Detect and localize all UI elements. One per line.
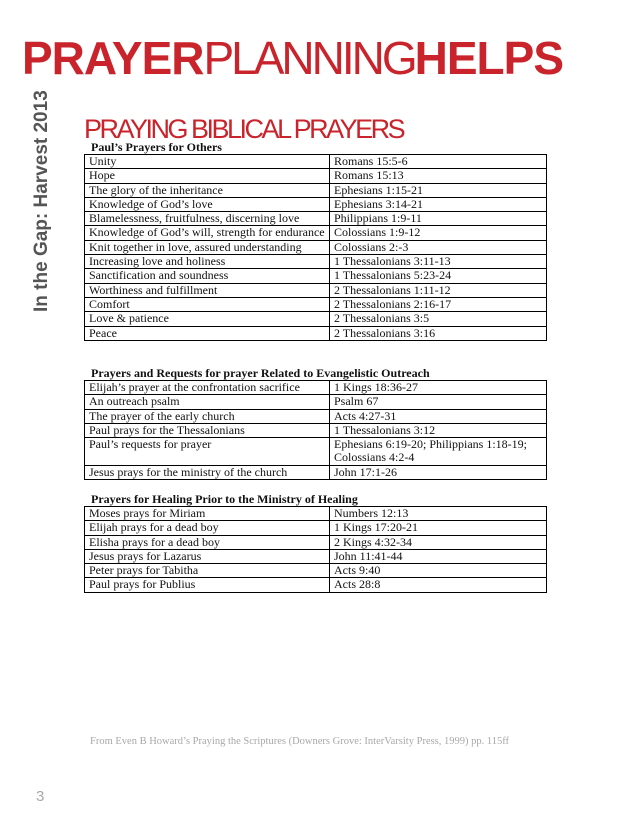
sidebar-vertical-title: In the Gap: Harvest 2013 [31, 90, 52, 312]
topic-cell: Peter prays for Tabitha [85, 564, 330, 578]
table-body [85, 155, 547, 341]
reference-cell: 2 Kings 4:32-34 [330, 535, 547, 549]
section-title: Prayers and Requests for prayer Related to Evangelistic Outreach [91, 366, 430, 380]
topic-cell: Jesus prays for Lazarus [85, 549, 330, 563]
header-prayer: PRAYER [22, 32, 204, 84]
table-row [85, 381, 547, 395]
reference-cell: Romans 15:5-6 [330, 155, 547, 169]
table-row [85, 169, 547, 183]
reference-cell: Colossians 1:9-12 [330, 226, 547, 240]
table-body [85, 381, 547, 480]
topic-cell: Moses prays for Miriam [85, 507, 330, 521]
section-evangelistic-outreach [84, 366, 536, 480]
table-row [85, 197, 547, 211]
topic-cell: Knit together in love, assured understanding [85, 240, 330, 254]
topic-cell: The prayer of the early church [85, 409, 330, 423]
reference-cell: 2 Thessalonians 1:11-12 [330, 283, 547, 297]
topic-cell: Comfort [85, 297, 330, 311]
reference-cell: Acts 4:27-31 [330, 409, 547, 423]
section-title: Prayers for Healing Prior to the Ministry of Healing [91, 492, 358, 506]
reference-cell: 1 Thessalonians 3:12 [330, 423, 547, 437]
footer-citation: From Even B Howard’s Praying the Scriptures (Downers Grove: InterVarsity Press, 1999) pp. 115ff [90, 736, 510, 747]
topic-cell: Sanctification and soundness [85, 269, 330, 283]
table-row [85, 269, 547, 283]
reference-cell: 1 Kings 17:20-21 [330, 521, 547, 535]
topic-cell: Paul prays for the Thessalonians [85, 423, 330, 437]
topic-cell: Worthiness and fulfillment [85, 283, 330, 297]
topic-cell: Elisha prays for a dead boy [85, 535, 330, 549]
topic-cell: Love & patience [85, 312, 330, 326]
table-row [85, 521, 547, 535]
topic-cell: Jesus prays for the ministry of the church [85, 465, 330, 479]
table-row [85, 465, 547, 479]
header-planning: PLANNING [203, 32, 415, 84]
reference-cell: Philippians 1:9-11 [330, 212, 547, 226]
section-healing-prayers [84, 492, 536, 593]
reference-cell: 1 Kings 18:36-27 [330, 381, 547, 395]
reference-cell: Romans 15:13 [330, 169, 547, 183]
reference-cell: 2 Thessalonians 2:16-17 [330, 297, 547, 311]
reference-cell: Ephesians 3:14-21 [330, 197, 547, 211]
table-row [85, 507, 547, 521]
table-row [85, 255, 547, 269]
table-row [85, 564, 547, 578]
prayers-table [84, 506, 547, 593]
topic-cell: An outreach psalm [85, 395, 330, 409]
topic-cell: The glory of the inheritance [85, 183, 330, 197]
reference-cell: Colossians 2:-3 [330, 240, 547, 254]
table-row [85, 155, 547, 169]
table-row [85, 409, 547, 423]
table-row [85, 212, 547, 226]
reference-cell: Acts 28:8 [330, 578, 547, 592]
page-header [22, 30, 563, 86]
topic-cell: Knowledge of God’s love [85, 197, 330, 211]
topic-cell: Hope [85, 169, 330, 183]
table-row [85, 283, 547, 297]
table-row [85, 297, 547, 311]
topic-cell: Paul’s requests for prayer [85, 438, 330, 466]
topic-cell: Unity [85, 155, 330, 169]
section-pauls-prayers [84, 140, 536, 341]
table-row [85, 549, 547, 563]
table-row [85, 578, 547, 592]
table-row [85, 183, 547, 197]
topic-cell: Elijah’s prayer at the confrontation sacrifice [85, 381, 330, 395]
reference-cell: Psalm 67 [330, 395, 547, 409]
table-row [85, 423, 547, 437]
reference-cell: John 17:1-26 [330, 465, 547, 479]
reference-cell: Acts 9:40 [330, 564, 547, 578]
table-row [85, 312, 547, 326]
reference-cell: John 11:41-44 [330, 549, 547, 563]
reference-cell: 2 Thessalonians 3:16 [330, 326, 547, 340]
topic-cell: Knowledge of God’s will, strength for endurance [85, 226, 330, 240]
topic-cell: Paul prays for Publius [85, 578, 330, 592]
reference-cell: Ephesians 6:19-20; Philippians 1:18-19; Colossians 4:2-4 [330, 438, 547, 466]
table-body [85, 507, 547, 593]
topic-cell: Peace [85, 326, 330, 340]
page-title: PRAYING BIBLICAL PRAYERS [84, 114, 404, 144]
topic-cell: Elijah prays for a dead boy [85, 521, 330, 535]
prayers-table [84, 380, 547, 480]
table-row [85, 326, 547, 340]
table-row [85, 438, 547, 466]
reference-cell: Ephesians 1:15-21 [330, 183, 547, 197]
table-row [85, 240, 547, 254]
table-row [85, 395, 547, 409]
prayers-table [84, 154, 547, 341]
table-row [85, 535, 547, 549]
reference-cell: 2 Thessalonians 3:5 [330, 312, 547, 326]
table-row [85, 226, 547, 240]
section-title: Paul’s Prayers for Others [91, 140, 222, 154]
header-helps: HELPS [414, 32, 564, 84]
page-number: 3 [36, 788, 45, 805]
reference-cell: 1 Thessalonians 3:11-13 [330, 255, 547, 269]
topic-cell: Increasing love and holiness [85, 255, 330, 269]
topic-cell: Blamelessness, fruitfulness, discerning love [85, 212, 330, 226]
reference-cell: Numbers 12:13 [330, 507, 547, 521]
reference-cell: 1 Thessalonians 5:23-24 [330, 269, 547, 283]
